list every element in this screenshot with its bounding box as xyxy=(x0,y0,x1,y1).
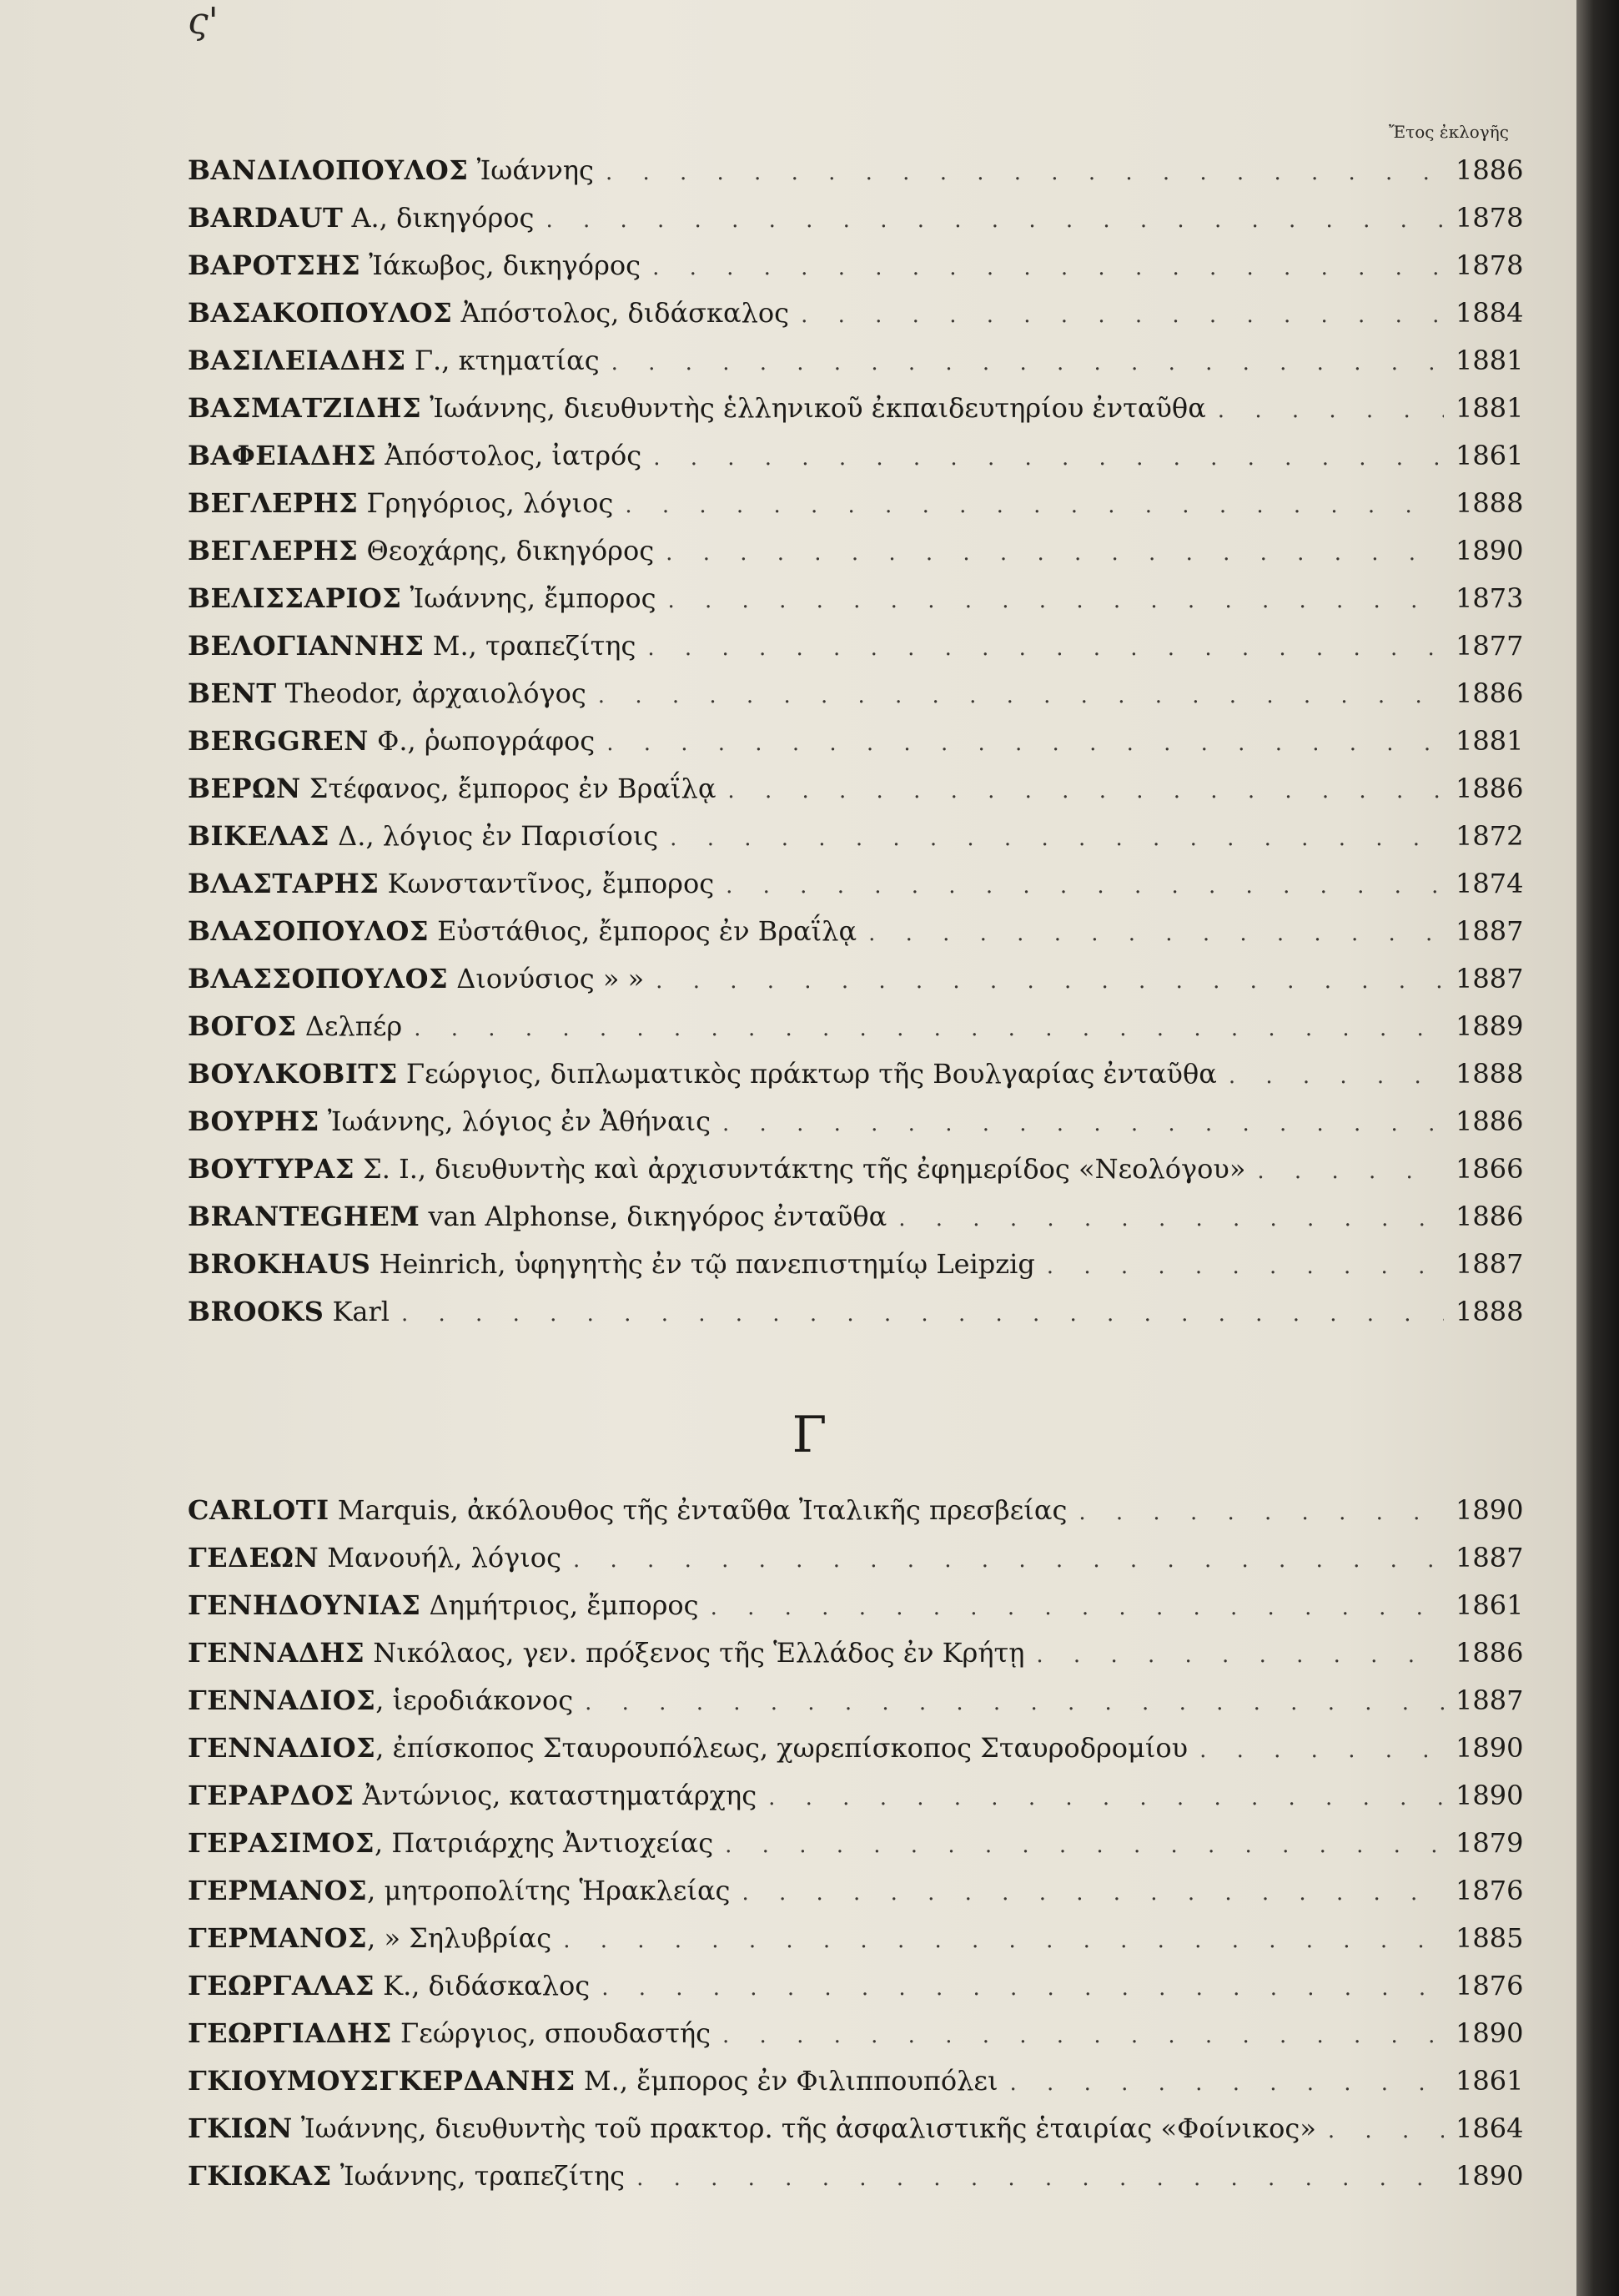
entry-description: , ἐπίσκοπος Σταυρουπόλεως, χωρεπίσκοπος Σταυροδρομίου xyxy=(375,1732,1189,1764)
entry-name xyxy=(188,527,654,575)
entry-surname: ΓΕΝΝΑΔΙΟΣ xyxy=(188,1684,376,1716)
entry-description: Θεοχάρης, δικηγόρος xyxy=(358,535,655,566)
entry-surname: BROOKS xyxy=(188,1296,324,1327)
entry-surname: ΓΚΙΟΥΜΟΥΣΓΚΕΡΔΑΝΗΣ xyxy=(188,2065,576,2097)
entry-surname: BENT xyxy=(188,677,277,709)
list-item xyxy=(188,2152,1524,2200)
entry-description: Ἀπόστολος, ἰατρός xyxy=(376,440,642,471)
list-item xyxy=(188,1962,1524,2010)
dot-leader xyxy=(722,2012,1444,2060)
list-item xyxy=(188,527,1524,575)
entry-name xyxy=(188,1193,887,1241)
entry-year: 1888 xyxy=(1456,1296,1524,1327)
list-item xyxy=(188,860,1524,908)
entry-description: Ἰάκωβος, δικηγόρος xyxy=(360,249,641,281)
entry-name xyxy=(188,2105,1316,2152)
dot-leader xyxy=(611,340,1444,387)
entry-year: 1874 xyxy=(1456,868,1524,899)
entry-description: , » Σηλυβρίας xyxy=(367,1922,552,1954)
list-item xyxy=(188,147,1524,194)
entry-year: 1887 xyxy=(1456,1684,1524,1716)
entry-year: 1864 xyxy=(1456,2112,1524,2144)
entry-year: 1884 xyxy=(1456,297,1524,329)
list-item xyxy=(188,1725,1524,1772)
entry-surname: ΓΕΡΑΣΙΜΟΣ xyxy=(188,1827,375,1859)
entry-description: Γεώργιος, διπλωματικὸς πράκτωρ τῆς Βουλγαρίας ἐνταῦθα xyxy=(397,1058,1217,1090)
entry-name xyxy=(188,1915,551,1962)
entry-year: 1890 xyxy=(1456,1494,1524,1526)
list-item xyxy=(188,1241,1524,1288)
entry-surname: ΒΑΣΑΚΟΠΟΥΛΟΣ xyxy=(188,297,453,329)
entry-year: 1887 xyxy=(1456,915,1524,947)
entry-surname: ΓΕΩΡΓΙΑΔΗΣ xyxy=(188,2017,392,2049)
entry-year: 1878 xyxy=(1456,249,1524,281)
entry-name xyxy=(188,955,644,1003)
entry-surname: BARDAUT xyxy=(188,202,344,234)
dot-leader xyxy=(1199,1727,1444,1775)
dot-leader xyxy=(668,577,1445,625)
list-item xyxy=(188,2057,1524,2105)
list-item xyxy=(188,480,1524,527)
dot-leader xyxy=(1229,1053,1444,1100)
list-item xyxy=(188,1820,1524,1867)
entry-description: van Alphonse, δικηγόρος ἐνταῦθα xyxy=(420,1201,887,1232)
entry-description: Νικόλαος, γεν. πρόξενος τῆς Ἑλλάδος ἐν Κρήτῃ xyxy=(365,1637,1025,1669)
entry-name xyxy=(188,337,600,385)
entry-description: Δελπέρ xyxy=(296,1010,403,1042)
dot-leader xyxy=(598,672,1444,720)
entry-surname: ΒΑΣΙΛΕΙΑΔΗΣ xyxy=(188,345,406,376)
entry-year: 1877 xyxy=(1456,630,1524,662)
entry-year: 1890 xyxy=(1456,1732,1524,1764)
list-item xyxy=(188,1003,1524,1050)
entry-year: 1876 xyxy=(1456,1970,1524,2001)
dot-leader xyxy=(601,1965,1444,2012)
entry-description: Δ., λόγιος ἐν Παρισίοις xyxy=(329,820,659,852)
entry-surname: ΒΛΑΣΣΟΠΟΥΛΟΣ xyxy=(188,963,449,994)
entry-surname: ΒΟΓΟΣ xyxy=(188,1010,297,1042)
entry-description: Στέφανος, ἔμπορος ἐν Βραΐλᾳ xyxy=(300,773,716,804)
list-item xyxy=(188,575,1524,622)
dot-leader xyxy=(711,1584,1444,1632)
entry-description: Karl xyxy=(324,1296,390,1327)
entry-year: 1886 xyxy=(1456,1637,1524,1669)
entry-year: 1887 xyxy=(1456,1542,1524,1573)
list-item xyxy=(188,1193,1524,1241)
entry-surname: ΒΕΓΛΕΡΗΣ xyxy=(188,487,359,519)
entry-name xyxy=(188,290,789,337)
list-item xyxy=(188,1534,1524,1582)
entry-name xyxy=(188,813,658,860)
entry-description: Ἰωάννης, λόγιος ἐν Ἀθήναις xyxy=(319,1105,711,1137)
entry-description: Marquis, ἀκόλουθος τῆς ἐνταῦθα Ἰταλικῆς πρεσβείας xyxy=(329,1494,1068,1526)
dot-leader xyxy=(656,958,1444,1005)
dot-leader xyxy=(898,1196,1444,1243)
list-item xyxy=(188,955,1524,1003)
entry-name xyxy=(188,1820,713,1867)
entry-description: Γρηγόριος, λόγιος xyxy=(358,487,614,519)
list-item xyxy=(188,1772,1524,1820)
list-item xyxy=(188,2010,1524,2057)
list-item xyxy=(188,908,1524,955)
entry-year: 1879 xyxy=(1456,1827,1524,1859)
entry-description: Μανουήλ, λόγιος xyxy=(319,1542,561,1573)
entry-name xyxy=(188,575,656,622)
entry-surname: ΓΚΙΩΚΑΣ xyxy=(188,2160,332,2192)
entry-surname: ΓΚΙΩΝ xyxy=(188,2112,293,2144)
entry-name xyxy=(188,1582,699,1629)
entry-surname: ΒΕΡΩΝ xyxy=(188,773,301,804)
entry-name xyxy=(188,2010,711,2057)
list-item xyxy=(188,1487,1524,1534)
list-item xyxy=(188,1915,1524,1962)
entry-surname: ΓΕΝΝΑΔΙΟΣ xyxy=(188,1732,376,1764)
dot-leader xyxy=(727,768,1444,815)
dot-leader xyxy=(1036,1632,1444,1679)
entry-surname: ΓΕΝΗΔΟΥΝΙΑΣ xyxy=(188,1589,421,1621)
entry-description: Ἰωάννης xyxy=(468,154,594,186)
entry-name xyxy=(188,1629,1024,1677)
dot-leader xyxy=(414,1005,1444,1053)
entry-surname: ΓΕΡΜΑΝΟΣ xyxy=(188,1922,368,1954)
entry-description: Εὐστάθιος, ἔμπορος ἐν Βραΐλᾳ xyxy=(428,915,857,947)
dot-leader xyxy=(801,292,1444,340)
list-item xyxy=(188,1050,1524,1098)
section-g-list xyxy=(188,1487,1524,2200)
entry-name xyxy=(188,147,594,194)
entry-surname: BROKHAUS xyxy=(188,1248,371,1280)
entry-description: A., δικηγόρος xyxy=(343,202,535,234)
entry-year: 1861 xyxy=(1456,440,1524,471)
entry-name xyxy=(188,1677,573,1725)
dot-leader xyxy=(546,197,1444,244)
list-item xyxy=(188,1677,1524,1725)
entry-year: 1886 xyxy=(1456,154,1524,186)
entry-surname: BERGGREN xyxy=(188,725,369,757)
entry-year: 1881 xyxy=(1456,725,1524,757)
entry-description: Κ., διδάσκαλος xyxy=(374,1970,591,2001)
dot-leader xyxy=(585,1679,1444,1727)
list-item xyxy=(188,432,1524,480)
list-item xyxy=(188,670,1524,718)
entry-year: 1885 xyxy=(1456,1922,1524,1954)
entry-year: 1890 xyxy=(1456,1780,1524,1811)
entry-name xyxy=(188,1003,402,1050)
dot-leader xyxy=(666,530,1444,577)
entry-year: 1872 xyxy=(1456,820,1524,852)
entry-name xyxy=(188,1050,1217,1098)
entry-surname: ΒΙΚΕΛΑΣ xyxy=(188,820,329,852)
entry-year: 1887 xyxy=(1456,1248,1524,1280)
entry-surname: ΒΕΓΛΕΡΗΣ xyxy=(188,535,359,566)
entry-description: Γεώργιος, σπουδαστής xyxy=(391,2017,711,2049)
entry-name xyxy=(188,2057,998,2105)
entry-year: 1861 xyxy=(1456,2065,1524,2097)
dot-leader xyxy=(1328,2107,1444,2155)
dot-leader xyxy=(726,863,1444,910)
entry-surname: ΒΕΛΙΣΣΑΡΙΟΣ xyxy=(188,582,402,614)
dot-leader xyxy=(636,2155,1444,2203)
entry-surname: ΓΕΝΝΑΔΗΣ xyxy=(188,1637,365,1669)
book-spine-shadow xyxy=(1576,0,1619,2296)
dot-leader xyxy=(563,1917,1444,1965)
list-item xyxy=(188,290,1524,337)
entry-year: 1886 xyxy=(1456,773,1524,804)
dot-leader xyxy=(573,1537,1444,1584)
entry-name xyxy=(188,1487,1067,1534)
entry-surname: BRANTEGHEM xyxy=(188,1201,420,1232)
list-item xyxy=(188,1145,1524,1193)
dot-leader xyxy=(652,244,1444,292)
entry-surname: ΓΕΡΜΑΝΟΣ xyxy=(188,1875,368,1906)
entry-description: Heinrich, ὑφηγητὴς ἐν τῷ πανεπιστημίῳ Leipzig xyxy=(370,1248,1035,1280)
list-item xyxy=(188,1867,1524,1915)
dot-leader xyxy=(1047,1243,1444,1291)
entry-year: 1881 xyxy=(1456,392,1524,424)
entry-year: 1887 xyxy=(1456,963,1524,994)
entry-year: 1886 xyxy=(1456,1201,1524,1232)
dot-leader xyxy=(606,720,1444,768)
entry-description: Ἀντώνιος, καταστηματάρχης xyxy=(354,1780,757,1811)
page-number: ς' xyxy=(188,0,219,43)
entry-description: Κωνσταντῖνος, ἔμπορος xyxy=(379,868,715,899)
entry-name xyxy=(188,1772,757,1820)
entry-year: 1873 xyxy=(1456,582,1524,614)
dot-leader xyxy=(1078,1489,1444,1537)
list-item xyxy=(188,1098,1524,1145)
dot-leader xyxy=(653,435,1444,482)
entry-year: 1890 xyxy=(1456,2017,1524,2049)
entry-year: 1888 xyxy=(1456,1058,1524,1090)
section-letter-heading: Γ xyxy=(792,1406,827,1464)
entry-name xyxy=(188,1241,1035,1288)
entry-year: 1886 xyxy=(1456,1105,1524,1137)
entry-description: Φ., ῥωπογράφος xyxy=(368,725,596,757)
section-b-list xyxy=(188,147,1524,1336)
entry-surname: ΒΑΝΔΙΛΟΠΟΥΛΟΣ xyxy=(188,154,469,186)
entry-surname: ΒΟΥΛΚΟΒΙΤΣ xyxy=(188,1058,398,1090)
entry-year: 1890 xyxy=(1456,535,1524,566)
entry-name xyxy=(188,908,857,955)
entry-name xyxy=(188,1288,390,1336)
list-item xyxy=(188,1629,1524,1677)
entry-description: Ἰωάννης, ἔμπορος xyxy=(401,582,656,614)
entry-name xyxy=(188,432,641,480)
entry-name xyxy=(188,860,714,908)
list-item xyxy=(188,765,1524,813)
entry-name xyxy=(188,480,613,527)
list-item xyxy=(188,194,1524,242)
dot-leader xyxy=(725,1822,1444,1870)
entry-description: , μητροπολίτης Ἡρακλείας xyxy=(367,1875,731,1906)
entry-name xyxy=(188,718,595,765)
list-item xyxy=(188,1288,1524,1336)
entry-name xyxy=(188,2152,625,2200)
entry-year: 1876 xyxy=(1456,1875,1524,1906)
dot-leader xyxy=(625,482,1444,530)
entry-description: Σ. Ι., διευθυντὴς καὶ ἀρχισυντάκτης τῆς ἐφημερίδος «Νεολόγου» xyxy=(354,1153,1246,1185)
dot-leader xyxy=(647,625,1444,672)
entry-surname: ΓΕΔΕΩΝ xyxy=(188,1542,319,1573)
entry-description: Ἰωάννης, διευθυντὴς ἑλληνικοῦ ἐκπαιδευτηρίου ἐνταῦθα xyxy=(421,392,1206,424)
list-item xyxy=(188,2105,1524,2152)
entry-description: Ἰωάννης, τραπεζίτης xyxy=(331,2160,626,2192)
entry-year: 1881 xyxy=(1456,345,1524,376)
entry-year: 1890 xyxy=(1456,2160,1524,2192)
list-item xyxy=(188,622,1524,670)
entry-surname: ΒΛΑΣΟΠΟΥΛΟΣ xyxy=(188,915,429,947)
dot-leader xyxy=(1257,1148,1444,1196)
list-item xyxy=(188,242,1524,290)
entry-year: 1861 xyxy=(1456,1589,1524,1621)
entry-name xyxy=(188,242,641,290)
list-item xyxy=(188,1582,1524,1629)
dot-leader xyxy=(722,1100,1444,1148)
entry-description: Μ., ἔμπορος ἐν Φιλιππουπόλει xyxy=(575,2065,998,2097)
entry-name xyxy=(188,194,534,242)
entry-surname: ΓΕΩΡΓΑΛΑΣ xyxy=(188,1970,375,2001)
dot-leader xyxy=(401,1291,1444,1338)
dot-leader xyxy=(768,1775,1444,1822)
list-item xyxy=(188,337,1524,385)
entry-description: Ἀπόστολος, διδάσκαλος xyxy=(452,297,790,329)
entry-year: 1888 xyxy=(1456,487,1524,519)
entry-surname: ΒΟΥΡΗΣ xyxy=(188,1105,319,1137)
entry-surname: ΓΕΡΑΡΔΟΣ xyxy=(188,1780,354,1811)
entry-surname: ΒΛΑΣΤΑΡΗΣ xyxy=(188,868,380,899)
entry-name xyxy=(188,1145,1245,1193)
dot-leader xyxy=(742,1870,1444,1917)
entry-description: , ἱεροδιάκονος xyxy=(375,1684,574,1716)
entry-name xyxy=(188,385,1206,432)
entry-name xyxy=(188,765,716,813)
entry-name xyxy=(188,622,636,670)
list-item xyxy=(188,813,1524,860)
entry-description: Δημήτριος, ἔμπορος xyxy=(420,1589,699,1621)
entry-name xyxy=(188,1962,590,2010)
entry-description: Γ., κτηματίας xyxy=(405,345,600,376)
dot-leader xyxy=(1010,2060,1444,2107)
dot-leader xyxy=(670,815,1444,863)
entry-surname: CARLOTI xyxy=(188,1494,329,1526)
entry-description: Μ., τραπεζίτης xyxy=(424,630,636,662)
entry-description: Διονύσιος » » xyxy=(448,963,645,994)
dot-leader xyxy=(1218,387,1444,435)
entry-year: 1886 xyxy=(1456,677,1524,709)
dot-leader xyxy=(868,910,1444,958)
list-item xyxy=(188,385,1524,432)
entry-name xyxy=(188,1534,561,1582)
entry-surname: ΒΑΦΕΙΑΔΗΣ xyxy=(188,440,377,471)
entry-description: Ἰωάννης, διευθυντὴς τοῦ πρακτορ. τῆς ἀσφαλιστικῆς ἑταιρίας «Φοίνικος» xyxy=(292,2112,1316,2144)
entry-name xyxy=(188,1725,1188,1772)
entry-name xyxy=(188,1098,711,1145)
dot-leader xyxy=(606,149,1444,197)
entry-description: , Πατριάρχης Ἀντιοχείας xyxy=(375,1827,714,1859)
entry-surname: ΒΑΡΟΤΣΗΣ xyxy=(188,249,361,281)
entry-name xyxy=(188,1867,730,1915)
entry-surname: ΒΟΥΤΥΡΑΣ xyxy=(188,1153,354,1185)
entry-surname: ΒΕΛΟΓΙΑΝΝΗΣ xyxy=(188,630,425,662)
entry-year: 1866 xyxy=(1456,1153,1524,1185)
entry-description: Theodor, ἀρχαιολόγος xyxy=(276,677,586,709)
entry-name xyxy=(188,670,586,718)
entry-year: 1878 xyxy=(1456,202,1524,234)
list-item xyxy=(188,718,1524,765)
entry-surname: ΒΑΣΜΑΤΖΙΔΗΣ xyxy=(188,392,422,424)
column-header-year: Ἔτος ἐκλογῆς xyxy=(1389,122,1509,142)
entry-year: 1889 xyxy=(1456,1010,1524,1042)
